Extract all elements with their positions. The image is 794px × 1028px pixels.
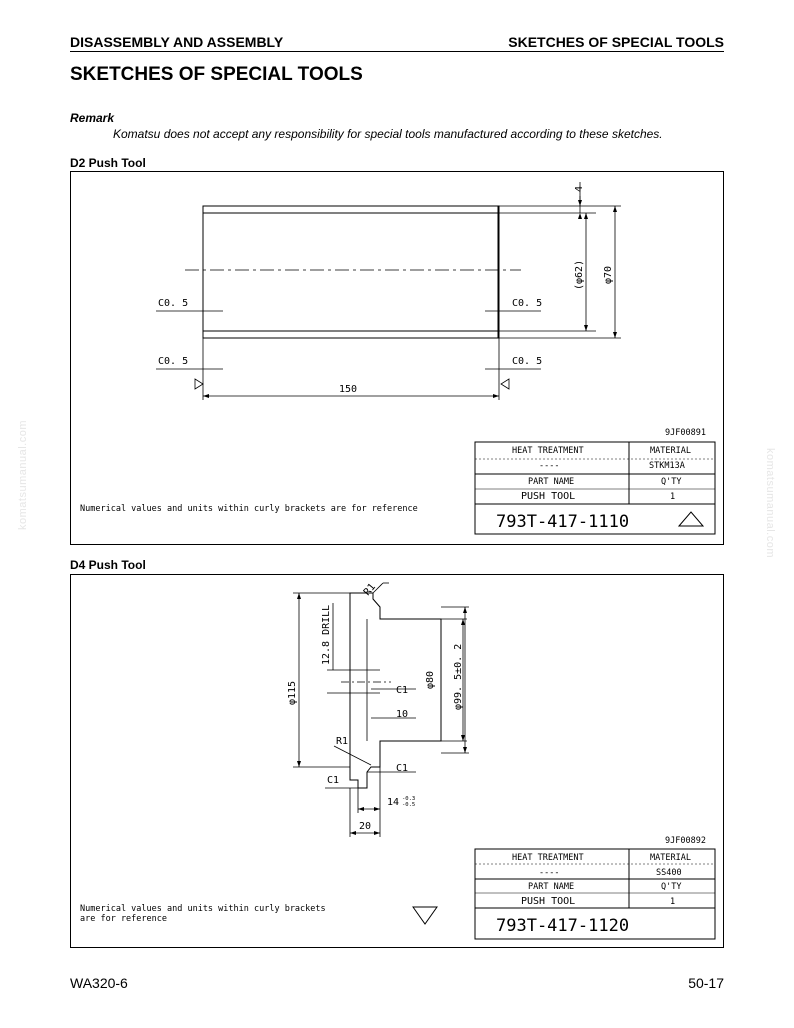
d4-ten-dim: 10 <box>396 709 409 720</box>
d2-qty-value: 1 <box>670 492 676 502</box>
d2-reference-note: Numerical values and units within curly brackets are for reference <box>80 504 418 514</box>
d2-heat-treatment-label: HEAT TREATMENT <box>512 446 584 456</box>
d2-drawing-number: 9JF00891 <box>665 428 706 438</box>
remark-heading: Remark <box>70 111 115 125</box>
d2-inner-dia-dim: (φ62) <box>574 259 585 290</box>
d2-chamfer-label: C0. 5 <box>512 298 543 309</box>
d4-qty-value: 1 <box>670 897 676 907</box>
d4-reference-note-line-2: are for reference <box>80 914 167 924</box>
d2-drawing <box>71 172 723 544</box>
d4-tolerance-upper: -0.3 <box>402 796 416 802</box>
d4-heat-treatment-value: ---- <box>539 868 560 878</box>
d4-pilot-dim: φ99. 5±0. 2 <box>453 643 464 710</box>
d4-bore-dim: φ80 <box>425 670 436 689</box>
d4-drawing-frame <box>70 574 724 948</box>
page-title: SKETCHES OF SPECIAL TOOLS <box>70 64 363 85</box>
d2-wall-dim: 4 <box>574 185 585 192</box>
d2-chamfer-label: C0. 5 <box>158 356 189 367</box>
footer-model: WA320-6 <box>70 975 128 991</box>
d2-part-number: 793T-417-1110 <box>496 512 630 532</box>
d2-material-label: MATERIAL <box>650 446 691 456</box>
d4-drawing-number: 9JF00892 <box>665 836 706 846</box>
d4-c1-label: C1 <box>396 763 409 774</box>
d2-tube-outline <box>203 206 499 338</box>
d2-chamfer-label: C0. 5 <box>158 298 189 309</box>
d2-part-name-label: PART NAME <box>528 477 575 487</box>
d4-c1-label: C1 <box>327 775 340 786</box>
d4-reference-note-line-1: Numerical values and units within curly brackets <box>80 904 326 914</box>
watermark-right: komatsumanual.com <box>764 448 776 558</box>
d4-r1-label: R1 <box>336 736 349 747</box>
d2-material-value: STKM13A <box>649 461 685 471</box>
d2-revision-triangle-icon <box>679 512 703 526</box>
remark-text: Komatsu does not accept any responsibility for special tools manufactured according to these sketches. <box>113 127 663 141</box>
d2-chamfer-label: C0. 5 <box>512 356 543 367</box>
d4-twenty-dim: 20 <box>359 821 372 832</box>
header-chapter-title: SKETCHES OF SPECIAL TOOLS <box>508 34 724 50</box>
d4-c1-label: C1 <box>396 685 409 696</box>
d4-heat-treatment-label: HEAT TREATMENT <box>512 853 584 863</box>
d4-drawing <box>71 575 723 947</box>
d4-part-number: 793T-417-1120 <box>496 916 630 936</box>
d4-drill-dim: 12.8 DRILL <box>321 604 332 665</box>
d4-revision-triangle-icon <box>413 907 437 924</box>
watermark-left: komatsumanual.com <box>17 420 29 530</box>
d4-qty-label: Q'TY <box>661 882 682 892</box>
d4-fourteen-dim: 14 <box>387 797 400 808</box>
d2-part-name-value: PUSH TOOL <box>521 491 576 502</box>
d2-drawing-frame <box>70 171 724 545</box>
d2-qty-label: Q'TY <box>661 477 682 487</box>
d4-part-name-value: PUSH TOOL <box>521 896 576 907</box>
d4-r-top-dim: R1 <box>361 581 379 598</box>
d4-material-value: SS400 <box>656 868 682 878</box>
d4-tolerance-lower: -0.5 <box>402 802 416 808</box>
d2-length-dim: 150 <box>339 384 358 395</box>
d2-outer-dia-dim: φ70 <box>603 265 614 284</box>
d4-material-label: MATERIAL <box>650 853 691 863</box>
d2-heat-treatment-value: ---- <box>539 461 560 471</box>
footer-page-number: 50-17 <box>688 975 724 991</box>
header-section-title: DISASSEMBLY AND ASSEMBLY <box>70 34 284 50</box>
header-rule <box>70 51 724 52</box>
d4-section-title: D4 Push Tool <box>70 558 146 572</box>
d4-outer-dia-dim: φ115 <box>287 680 298 705</box>
d4-part-name-label: PART NAME <box>528 882 575 892</box>
d2-section-title: D2 Push Tool <box>70 156 146 170</box>
